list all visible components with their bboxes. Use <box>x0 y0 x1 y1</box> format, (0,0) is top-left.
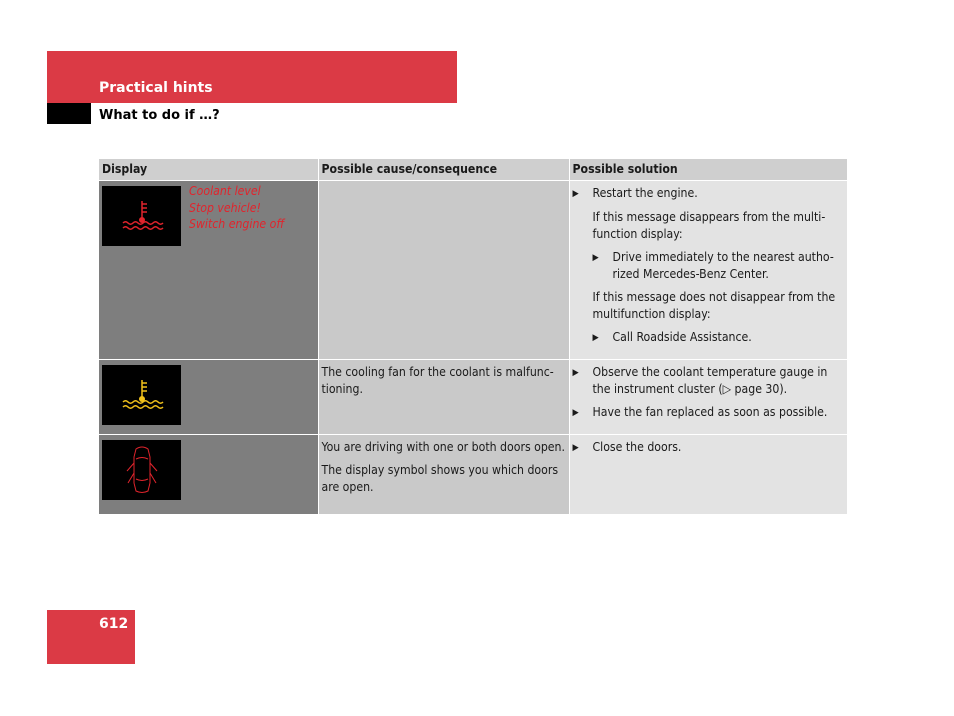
cause-text: The cooling fan for the coolant is malfunc-tioning. <box>321 365 554 396</box>
display-cell <box>99 181 318 360</box>
display-message: Switch engine off <box>189 217 285 231</box>
bullet-arrow-icon: ▶ <box>572 408 579 418</box>
display-message: Stop vehicle! <box>189 200 261 215</box>
solution-step: Drive immediately to the nearest autho-rized Mercedes-Benz Center. <box>612 250 834 281</box>
solution-note: If this message disappears from the multi-function display: <box>592 210 826 241</box>
cause-cell <box>318 435 569 515</box>
page-number: 612 <box>99 616 129 632</box>
page-number-box <box>47 610 135 664</box>
table-row <box>99 435 847 515</box>
cause-cell <box>318 181 569 360</box>
display-cell <box>99 435 318 515</box>
column-header-solution: Possible solution <box>569 159 847 181</box>
section-tab-marker <box>47 103 91 124</box>
hints-table <box>99 159 847 515</box>
solution-step: Have the fan replaced as soon as possible. <box>592 405 828 419</box>
display-message: Coolant level <box>189 184 261 198</box>
table-header-row <box>99 159 847 181</box>
bullet-arrow-icon: ▶ <box>572 189 579 199</box>
solution-step: Restart the engine. <box>592 186 698 200</box>
cause-cell <box>318 360 569 435</box>
column-header-cause: Possible cause/consequence <box>318 159 569 181</box>
section-title: Practical hints <box>99 80 213 96</box>
solution-cell <box>569 360 847 435</box>
car-doors-open-icon <box>102 440 181 500</box>
coolant-temperature-red-icon <box>102 186 181 246</box>
section-header <box>47 51 457 103</box>
coolant-temperature-yellow-icon <box>102 365 181 425</box>
bullet-arrow-icon: ▶ <box>592 253 599 263</box>
column-header-display: Display <box>99 159 318 181</box>
cause-text: You are driving with one or both doors open. <box>321 440 565 454</box>
bullet-arrow-icon: ▶ <box>572 368 579 378</box>
table-row <box>99 181 847 360</box>
page-subtitle: What to do if …? <box>99 108 220 123</box>
bullet-arrow-icon: ▶ <box>592 333 599 343</box>
solution-step: Close the doors. <box>592 440 682 454</box>
solution-step: Observe the coolant temperature gauge in the instrument cluster (▷ page 30). <box>592 365 828 396</box>
solution-cell <box>569 181 847 360</box>
solution-cell <box>569 435 847 515</box>
cause-text: The display symbol shows you which doors are open. <box>321 463 559 494</box>
solution-step: Call Roadside Assistance. <box>612 330 752 344</box>
bullet-arrow-icon: ▶ <box>572 443 579 453</box>
display-cell <box>99 360 318 435</box>
table-row <box>99 360 847 435</box>
solution-note: If this message does not disappear from the multifunction display: <box>592 290 836 321</box>
